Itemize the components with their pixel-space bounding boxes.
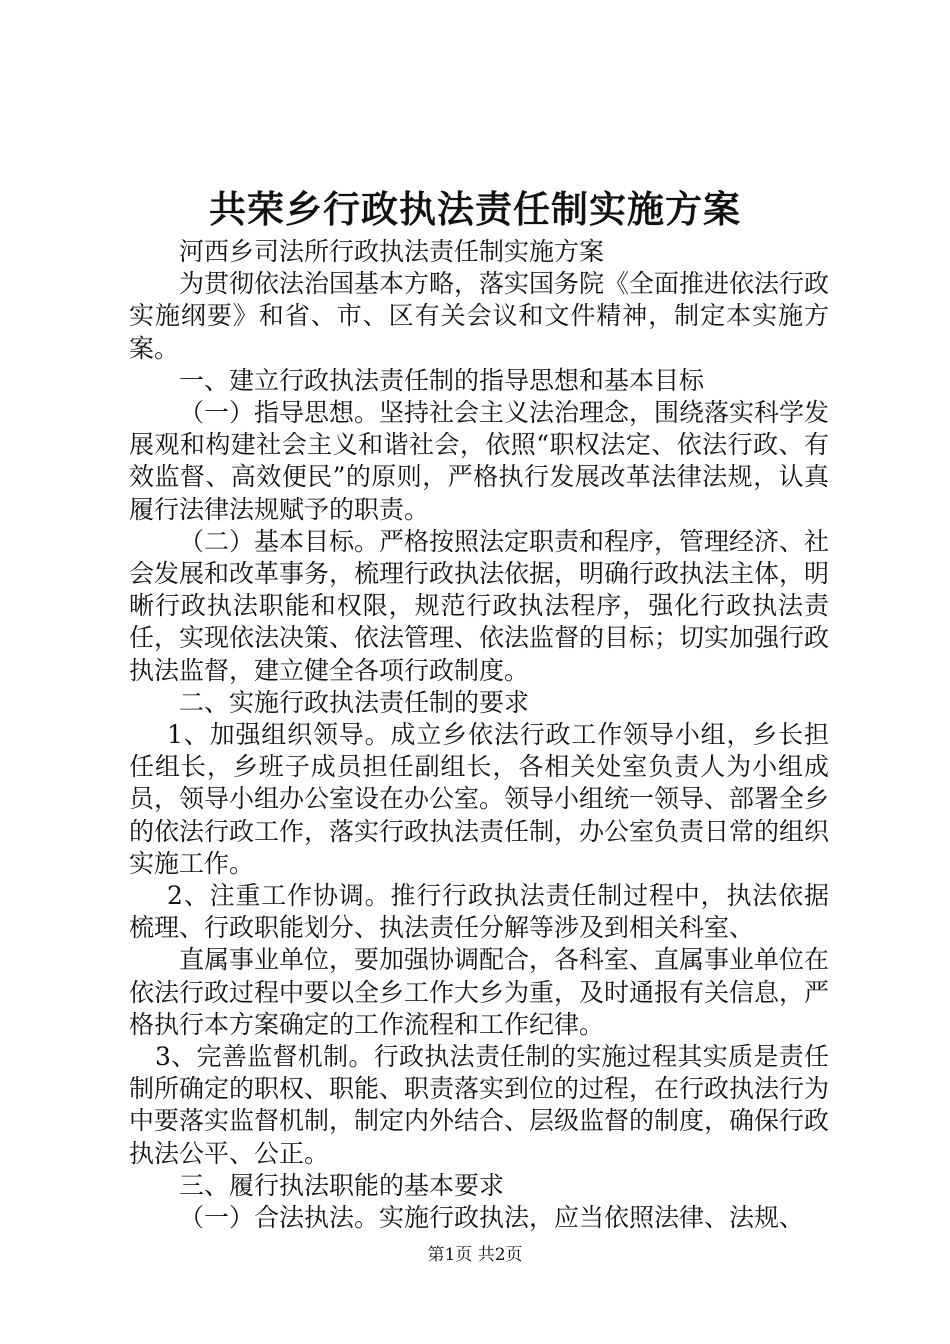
document-title: 共荣乡行政执法责任制实施方案 — [209, 187, 741, 231]
requirement-2-paragraph: 2、注重工作协调。推行行政执法责任制过程中，执法依据梳理、行政职能划分、执法责任分解等涉及到相关科室、 — [129, 881, 829, 943]
document-body — [129, 236, 829, 1234]
basic-goal-paragraph: （二）基本目标。严格按照法定职责和程序，管理经济、社会发展和改革事务，梳理行政执法依据，明确行政执法主体，明晰行政执法职能和权限，规范行政执法程序，强化行政执法责任，实现依法决策、依法管理、依法监督的目标；切实加强行政执法监督，建立健全各项行政制度。 — [129, 526, 830, 685]
requirement-1-paragraph: 1、加强组织领导。成立乡依法行政工作领导小组，乡长担任组长，乡班子成员担任副组长，各相关处室负责人为小组成员，领导小组办公室设在办公室。领导小组统一领导、部署全乡的依法行政工作，落实行政执法责任制，办公室负责日常的组织实施工作。 — [129, 720, 830, 878]
subtitle-paragraph: 河西乡司法所行政执法责任制实施方案 — [179, 237, 605, 266]
section-heading-2: 二、实施行政执法责任制的要求 — [179, 687, 530, 717]
lawful-enforcement-paragraph: （一）合法执法。实施行政执法，应当依照法律、法规、 — [179, 1203, 805, 1233]
section-heading-1: 一、建立行政执法责任制的指导思想和基本目标 — [179, 365, 705, 395]
intro-paragraph: 为贯彻依法治国基本方略，落实国务院《全面推进依法行政实施纲要》和省、市、区有关会议和文件精神，制定本实施方案。 — [129, 269, 830, 363]
page-footer: 第1页 共2页 — [427, 1245, 523, 1265]
section-heading-3: 三、履行执法职能的基本要求 — [179, 1170, 505, 1200]
guiding-thought-paragraph: （一）指导思想。坚持社会主义法治理念，围绕落实科学发展观和构建社会主义和谐社会，依照“职权法定、依法行政、有效监督、高效便民”的原则，严格执行发展改革法律法规，认真履行法律法规赋予的职责。 — [129, 398, 830, 524]
requirement-2-continued-paragraph: 直属事业单位，要加强协调配合，各科室、直属事业单位在依法行政过程中要以全乡工作大乡为重，及时通报有关信息，严格执行本方案确定的工作流程和工作纪律。 — [129, 945, 830, 1039]
requirement-3-paragraph: 3、完善监督机制。行政执法责任制的实施过程其实质是责任制所确定的职权、职能、职责落实到位的过程，在行政执法行为中要落实监督机制，制定内外结合、层级监督的制度，确保行政执法公平、公正。 — [129, 1042, 830, 1168]
